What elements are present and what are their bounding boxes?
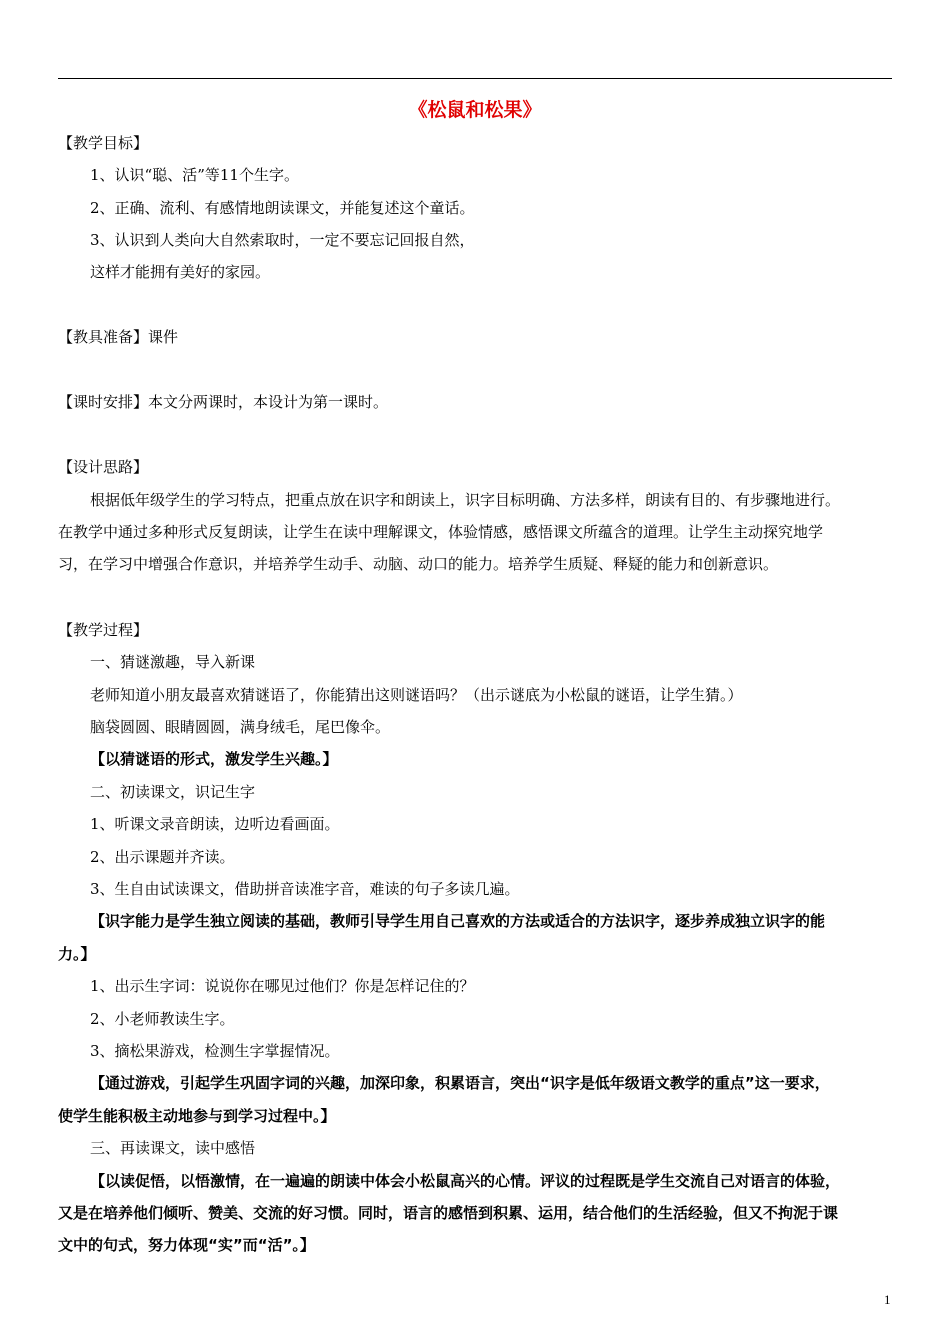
- step2b-line: 2、小老师教读生字。: [90, 1010, 235, 1028]
- schedule-heading: 【课时安排】: [58, 393, 149, 411]
- step2-note2-line: 【通过游戏，引起学生巩固字词的兴趣，加深印象，积累语言，突出“识字是低年级语文教学的重点”这一要求，: [90, 1074, 830, 1092]
- step2b-line: 1、出示生字词：说说你在哪见过他们？你是怎样记住的？: [90, 977, 475, 995]
- step2-note-line: 力。】: [58, 945, 96, 963]
- design-line: 在教学中通过多种形式反复朗读，让学生在读中理解课文，体验情感，感悟课文所蕴含的道理。让学生主动探究地学: [58, 523, 824, 541]
- materials-text: 课件: [148, 328, 179, 346]
- step1-line: 老师知道小朋友最喜欢猜谜语了，你能猜出这则谜语吗？（出示谜底为小松鼠的谜语，让学生猜。）: [90, 686, 743, 704]
- objective-item: 1、认识“聪、活”等11个生字。: [90, 166, 299, 184]
- design-line: 根据低年级学生的学习特点，把重点放在识字和朗读上，识字目标明确、方法多样，朗读有目的、有步骤地进行。: [90, 491, 841, 509]
- document-title: 《松鼠和松果》: [408, 99, 542, 121]
- schedule-text: 本文分两课时，本设计为第一课时。: [148, 393, 389, 411]
- step2-line: 2、出示课题并齐读。: [90, 848, 235, 866]
- step3-note-line: 又是在培养他们倾听、赞美、交流的好习惯。同时，语言的感悟到积累、运用，结合他们的生活经验，但又不拘泥于课: [58, 1204, 839, 1222]
- step2-line: 3、生自由试读课文，借助拼音读准字音，难读的句子多读几遍。: [90, 880, 520, 898]
- step2-note-line: 【识字能力是学生独立阅读的基础，教师引导学生用自己喜欢的方法或适合的方法识字，逐步养成独立识字的能: [90, 912, 826, 930]
- step3-note-line: 【以读促悟，以悟激情，在一遍遍的朗读中体会小松鼠高兴的心情。评议的过程既是学生交流自己对语言的体验，: [90, 1172, 841, 1190]
- step1-line: 脑袋圆圆、眼睛圆圆，满身绒毛，尾巴像伞。: [90, 718, 391, 736]
- step3-note-line: 文中的句式，努力体现“实”而“活”。】: [58, 1236, 315, 1254]
- step2b-line: 3、摘松果游戏，检测生字掌握情况。: [90, 1042, 340, 1060]
- header-rule: [58, 78, 892, 79]
- step2-line: 1、听课文录音朗读，边听边看画面。: [90, 815, 340, 833]
- page-number: 1: [884, 1292, 891, 1307]
- design-heading: 【设计思路】: [58, 458, 149, 476]
- step1-title: 一、猜谜激趣，导入新课: [90, 653, 256, 671]
- step3-title: 三、再读课文，读中感悟: [90, 1139, 256, 1157]
- schedule-row: [58, 392, 388, 412]
- step1-note: 【以猜谜语的形式，激发学生兴趣。】: [90, 750, 338, 768]
- materials-heading: 【教具准备】: [58, 328, 149, 346]
- design-line: 习，在学习中增强合作意识，并培养学生动手、动脑、动口的能力。培养学生质疑、释疑的能力和创新意识。: [58, 555, 779, 573]
- step2-note2-line: 使学生能积极主动地参与到学习过程中。】: [58, 1107, 336, 1125]
- objective-item: 3、认识到人类向大自然索取时，一定不要忘记回报自然，: [90, 231, 475, 249]
- objective-item: 这样才能拥有美好的家园。: [90, 263, 271, 281]
- materials-row: [58, 327, 178, 347]
- process-heading: 【教学过程】: [58, 621, 149, 639]
- step2-title: 二、初读课文，识记生字: [90, 783, 256, 801]
- objective-item: 2、正确、流利、有感情地朗读课文，并能复述这个童话。: [90, 199, 475, 217]
- objectives-heading: 【教学目标】: [58, 134, 149, 152]
